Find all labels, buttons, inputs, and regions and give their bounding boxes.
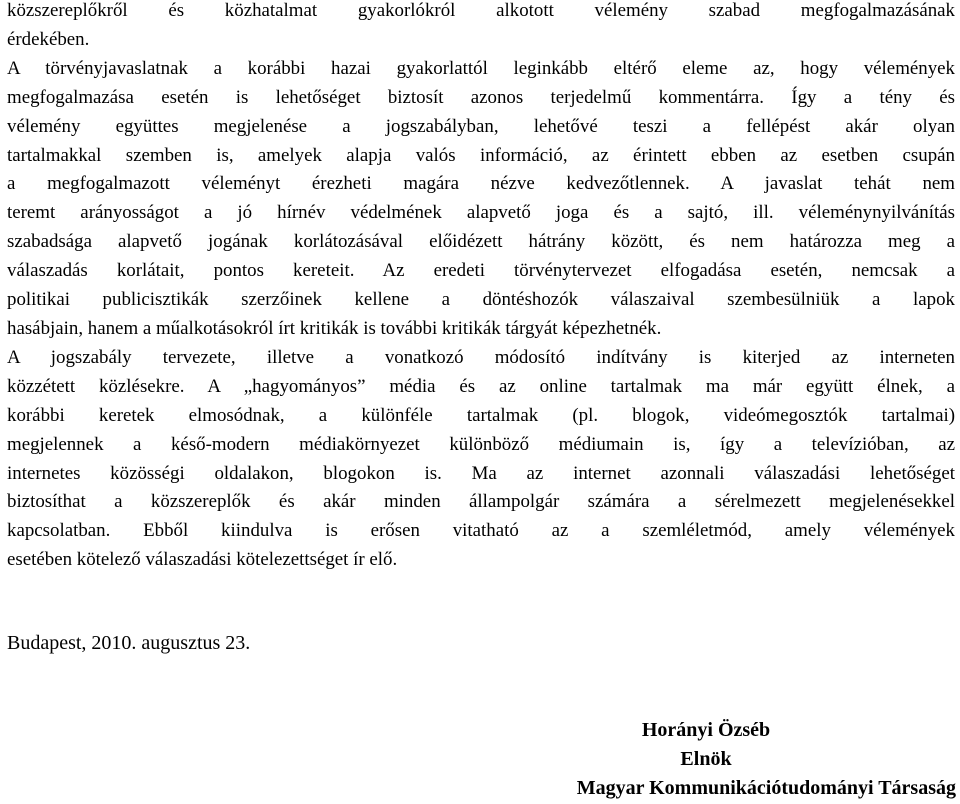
- signatory-title: Elnök: [680, 748, 732, 770]
- text-line: A jogszabály tervezete, illetve a vonatkozó módosító indítvány is kiterjed az interneten: [7, 346, 955, 368]
- signature-block: [456, 716, 956, 803]
- document-body: [7, 0, 955, 575]
- text-line: közszereplőkről és közhatalmat gyakorlókról alkotott vélemény szabad megfogalmazásának: [7, 0, 955, 21]
- text-line: kapcsolatban. Ebből kiindulva is erősen vitatható az a szemléletmód, amely vélemények: [7, 520, 955, 542]
- text-line: hasábjain, hanem a műalkotásokról írt kritikák is további kritikák tárgyát képezhetnék.: [7, 317, 662, 339]
- text-line: a megfogalmazott véleményt érezheti magára nézve kedvezőtlennek. A javaslat tehát nem: [7, 173, 955, 195]
- text-line: vélemény együttes megjelenése a jogszabályban, lehetővé teszi a fellépést akár olyan: [7, 115, 955, 137]
- text-line: megjelennek a késő-modern médiakörnyezet különböző médiumain is, így a televízióban, az: [7, 433, 955, 455]
- text-line: megfogalmazása esetén is lehetőséget biztosít azonos terjedelmű kommentárra. Így a tény és: [7, 86, 955, 108]
- signatory-name: Horányi Özséb: [641, 719, 771, 741]
- text-line: esetében kötelező válaszadási kötelezettséget ír elő.: [7, 549, 398, 571]
- text-line: korábbi keretek elmosódnak, a különféle tartalmak (pl. blogok, videómegosztók tartalmai): [7, 404, 955, 426]
- text-line: szabadsága alapvető jogának korlátozásával előidézett hátrány között, és nem határozza meg a: [7, 231, 955, 253]
- text-line: politikai publicisztikák szerzőinek kellene a döntéshozók válaszaival szembesülniük a lapok: [7, 289, 955, 311]
- text-line: válaszadás korlátait, pontos kereteit. Az eredeti törvénytervezet elfogadása esetén, nemcsak a: [7, 260, 955, 282]
- text-line: biztosíthat a közszereplők és akár minden állampolgár számára a sérelmezett megjelenésekkel: [7, 491, 955, 513]
- text-line: tartalmakkal szemben is, amelyek alapja valós információ, az érintett ebben az esetben csupán: [7, 144, 955, 166]
- text-line: közzétett közlésekre. A „hagyományos” média és az online tartalmak ma már együtt élnek, a: [7, 375, 955, 397]
- text-line: teremt arányosságot a jó hírnév védelmének alapvető joga és a sajtó, ill. véleménynyilvánítás: [7, 202, 955, 224]
- text-line: internetes közösségi oldalakon, blogokon is. Ma az internet azonnali válaszadási lehetőséget: [7, 462, 955, 484]
- signatory-organization: Magyar Kommunikációtudományi Társaság: [576, 777, 956, 799]
- text-line: A törvényjavaslatnak a korábbi hazai gyakorlattól leginkább eltérő eleme az, hogy vélemények: [7, 57, 955, 79]
- text-line: érdekében.: [7, 28, 90, 50]
- document-date: Budapest, 2010. augusztus 23.: [7, 632, 251, 654]
